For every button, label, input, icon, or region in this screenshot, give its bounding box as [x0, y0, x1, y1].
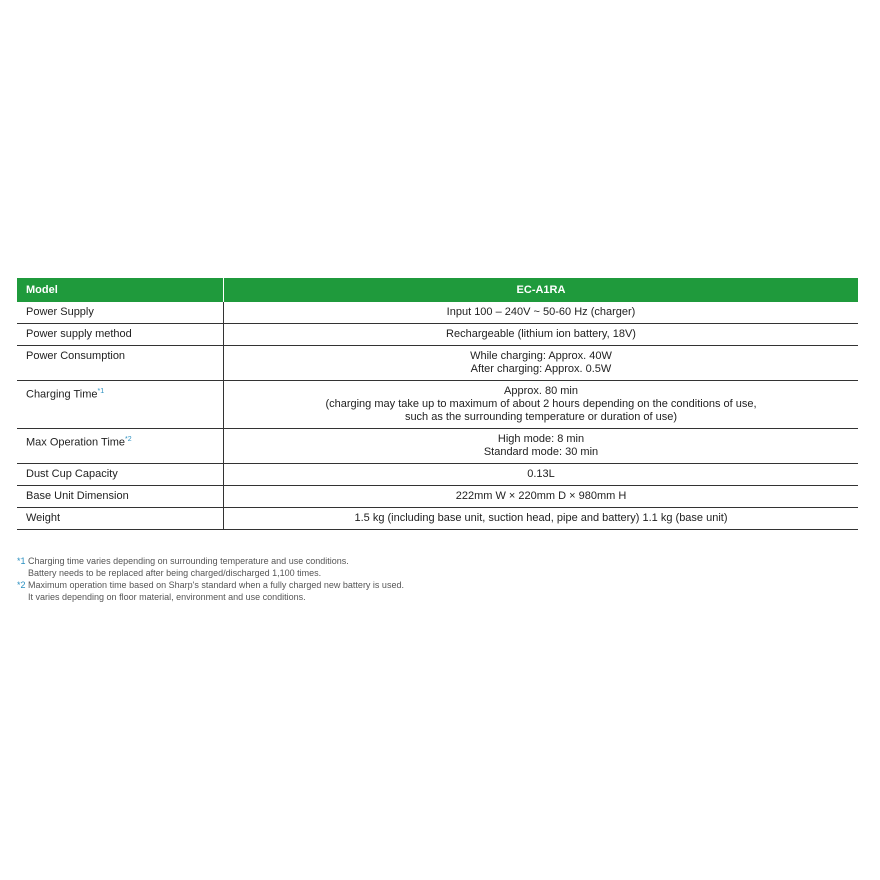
row-value [224, 324, 859, 346]
table-row [17, 381, 858, 429]
row-value-line: 0.13L [527, 468, 555, 480]
table-row [17, 464, 858, 486]
table-row [17, 429, 858, 464]
row-label-text: Power supply method [26, 328, 132, 340]
row-label [17, 429, 224, 464]
table-row [17, 486, 858, 508]
row-value-line: High mode: 8 min [497, 433, 585, 445]
row-label-text: Base Unit Dimension [26, 490, 129, 502]
table-row [17, 508, 858, 530]
row-value-line: After charging: Approx. 0.5W [470, 363, 612, 375]
row-label [17, 486, 224, 508]
table-row [17, 302, 858, 324]
row-label [17, 381, 224, 429]
row-value [224, 429, 859, 464]
footnote-line [17, 567, 404, 579]
table-row [17, 324, 858, 346]
row-label-text: Weight [26, 512, 61, 524]
footnote-line [17, 555, 404, 567]
table-row [17, 346, 858, 381]
footnote-marker: *1 [97, 388, 105, 395]
row-value-line: (charging may take up to maximum of about 2 hours depending on the conditions of use, [325, 398, 757, 410]
row-value-line: 1.5 kg (including base unit, suction head, pipe and battery) 1.1 kg (base unit) [354, 512, 728, 524]
row-label-text: Power Consumption [26, 350, 126, 362]
header-model-label: Model [17, 278, 224, 302]
footnote-line [17, 579, 404, 591]
footnote-text: Charging time varies depending on surrounding temperature and use conditions. [28, 556, 349, 566]
footnotes [17, 555, 404, 603]
row-value-line: Input 100 – 240V ~ 50-60 Hz (charger) [446, 306, 636, 318]
row-value [224, 464, 859, 486]
row-label [17, 464, 224, 486]
row-label [17, 302, 224, 324]
row-value [224, 381, 859, 429]
table-header-row [17, 278, 858, 302]
row-label [17, 346, 224, 381]
row-label-text: Charging Time [26, 388, 98, 401]
row-label-text: Max Operation Time [26, 436, 126, 449]
row-value-line: such as the surrounding temperature or duration of use) [404, 411, 678, 423]
footnote-marker: *2 [17, 580, 26, 590]
row-label [17, 508, 224, 530]
row-value [224, 302, 859, 324]
row-value-line: While charging: Approx. 40W [470, 350, 612, 362]
row-value-line: Approx. 80 min [504, 385, 578, 397]
header-model-value: EC-A1RA [224, 278, 859, 302]
row-label-text: Dust Cup Capacity [26, 468, 118, 480]
row-value [224, 486, 859, 508]
row-value-line: Rechargeable (lithium ion battery, 18V) [446, 328, 636, 340]
footnote-text: It varies depending on floor material, environment and use conditions. [28, 592, 306, 602]
row-value [224, 346, 859, 381]
row-value [224, 508, 859, 530]
row-label-text: Power Supply [26, 306, 94, 318]
footnote-marker: *1 [17, 556, 26, 566]
footnote-marker: *2 [125, 436, 132, 443]
footnote-text: Battery needs to be replaced after being charged/discharged 1,100 times. [28, 568, 322, 578]
row-value-line: Standard mode: 30 min [483, 446, 599, 458]
row-value-line: 222mm W × 220mm D × 980mm H [455, 490, 627, 502]
spec-table [17, 278, 858, 530]
footnote-text: Maximum operation time based on Sharp's standard when a fully charged new battery is used. [28, 580, 404, 590]
footnote-line [17, 591, 404, 603]
row-label [17, 324, 224, 346]
